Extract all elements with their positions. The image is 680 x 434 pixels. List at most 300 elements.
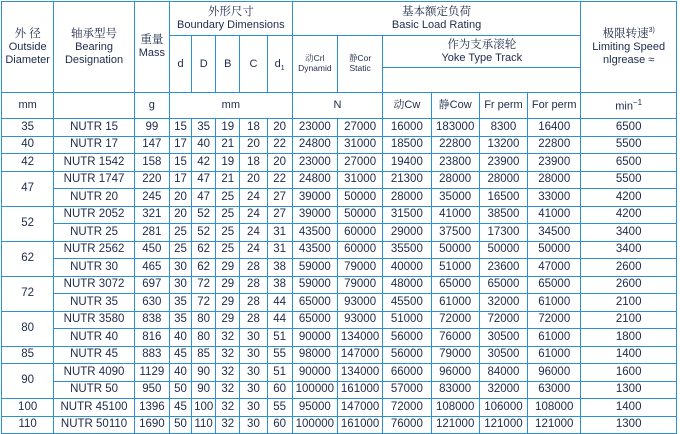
header-mass [134, 2, 169, 93]
bearing-spec-table [1, 1, 677, 434]
cell-speed: 1800 [581, 329, 677, 347]
cell-d: 15 [169, 119, 191, 137]
cell-d: 25 [169, 224, 191, 242]
cell-for: 23900 [528, 154, 581, 172]
cell-B: 25 [216, 224, 240, 242]
cell-fr: 32000 [479, 381, 527, 399]
col-d1-label: d [274, 57, 281, 70]
cell-outside-diameter: 85 [2, 346, 54, 364]
header-col-d: d [169, 36, 191, 93]
cell-cow: 23800 [431, 154, 479, 172]
cell-des: NUTR 30 [54, 259, 134, 277]
cell-cow: 61000 [431, 294, 479, 312]
cell-des: NUTR 40 [54, 329, 134, 347]
cell-B: 32 [216, 399, 240, 417]
cell-for: 34500 [528, 224, 581, 242]
cell-cw: 76000 [383, 416, 431, 434]
cell-B: 25 [216, 241, 240, 259]
cell-C: 24 [240, 224, 267, 242]
cell-d1: 31 [267, 241, 292, 259]
cell-d1: 55 [267, 399, 292, 417]
cell-mass: 630 [134, 294, 169, 312]
header-col-D: D [192, 36, 216, 93]
header-fr-perm: Fr perm [479, 93, 527, 119]
cell-C: 30 [240, 399, 267, 417]
cell-for: 108000 [528, 399, 581, 417]
cell-d: 40 [169, 364, 191, 382]
static-en: Static [349, 63, 371, 73]
cell-B: 25 [216, 206, 240, 224]
cell-for: 72000 [528, 311, 581, 329]
cell-cr: 59000 [292, 276, 337, 294]
cell-cow: 51000 [431, 259, 479, 277]
cell-fr: 30500 [479, 346, 527, 364]
table-row [2, 276, 677, 294]
cell-for: 61000 [528, 346, 581, 364]
cell-cow: 50000 [431, 241, 479, 259]
cell-fr: 8300 [479, 119, 527, 137]
cell-cor: 31000 [337, 171, 382, 189]
cell-B: 32 [216, 329, 240, 347]
cell-B: 21 [216, 171, 240, 189]
cell-C: 20 [240, 136, 267, 154]
header-yoke-type-track [383, 36, 581, 68]
cell-d: 45 [169, 346, 191, 364]
cell-d: 50 [169, 416, 191, 434]
table-row [2, 294, 677, 312]
cell-C: 24 [240, 189, 267, 207]
outside-diameter-en1: Outside [8, 40, 47, 53]
yoke-en: Yoke Type Track [441, 51, 523, 64]
cell-des: NUTR 2562 [54, 241, 134, 259]
cell-mass: 883 [134, 346, 169, 364]
cell-B: 32 [216, 381, 240, 399]
cell-cw: 48000 [383, 276, 431, 294]
cell-for: 61000 [528, 294, 581, 312]
cell-D: 72 [192, 294, 216, 312]
cell-des: NUTR 20 [54, 189, 134, 207]
cell-d1: 22 [267, 136, 292, 154]
cell-cow: 35000 [431, 189, 479, 207]
dynamic-en: Dynamid [298, 63, 332, 73]
cell-for: 28000 [528, 171, 581, 189]
cell-des: NUTR 45 [54, 346, 134, 364]
cell-speed: 4200 [581, 189, 677, 207]
cell-B: 21 [216, 136, 240, 154]
basic-en: Basic Load Rating [391, 18, 482, 31]
cell-des: NUTR 3072 [54, 276, 134, 294]
table-row [2, 381, 677, 399]
header-outside-diameter [2, 2, 54, 93]
cell-mass: 321 [134, 206, 169, 224]
cell-d1: 38 [267, 276, 292, 294]
cell-B: 29 [216, 276, 240, 294]
cell-des: NUTR 3580 [54, 311, 134, 329]
cell-cor: 31000 [337, 136, 382, 154]
cell-cw: 66000 [383, 364, 431, 382]
cell-D: 90 [192, 364, 216, 382]
dynamic-zh: 动Crl [305, 53, 325, 64]
cell-cor: 134000 [337, 329, 382, 347]
cell-speed: 6500 [581, 119, 677, 137]
header-designation [54, 2, 134, 93]
cell-d: 20 [169, 206, 191, 224]
cell-for: 65000 [528, 276, 581, 294]
cell-speed: 2600 [581, 259, 677, 277]
speed-unit: min [615, 100, 633, 113]
unit-outside-diameter: mm [2, 93, 54, 119]
cell-D: 47 [192, 189, 216, 207]
cell-des: NUTR 45100 [54, 399, 134, 417]
cell-cow: 41000 [431, 206, 479, 224]
cell-cow: 83000 [431, 381, 479, 399]
cell-D: 62 [192, 259, 216, 277]
cell-for: 121000 [528, 416, 581, 434]
table-row [2, 154, 677, 172]
cell-d1: 60 [267, 381, 292, 399]
table-row [2, 399, 677, 417]
cell-speed: 6500 [581, 154, 677, 172]
cell-cow: 121000 [431, 416, 479, 434]
cell-cow: 79000 [431, 346, 479, 364]
table-row [2, 171, 677, 189]
unit-mass: g [134, 93, 169, 119]
cell-fr: 23600 [479, 259, 527, 277]
cell-speed: 4200 [581, 206, 677, 224]
cell-cor: 50000 [337, 206, 382, 224]
cell-speed: 2600 [581, 276, 677, 294]
cell-mass: 465 [134, 259, 169, 277]
cell-fr: 121000 [479, 416, 527, 434]
cell-d1: 27 [267, 189, 292, 207]
cell-mass: 147 [134, 136, 169, 154]
cell-cr: 59000 [292, 259, 337, 277]
cell-cw: 19400 [383, 154, 431, 172]
cell-outside-diameter: 90 [2, 364, 54, 399]
cell-mass: 245 [134, 189, 169, 207]
cell-outside-diameter: 47 [2, 171, 54, 206]
cell-cr: 43500 [292, 241, 337, 259]
cell-C: 30 [240, 346, 267, 364]
cell-outside-diameter: 110 [2, 416, 54, 434]
cell-fr: 17300 [479, 224, 527, 242]
cell-des: NUTR 1542 [54, 154, 134, 172]
static-zh: 静Cor [349, 53, 372, 64]
cell-cw: 45500 [383, 294, 431, 312]
cell-des: NUTR 17 [54, 136, 134, 154]
cell-d: 25 [169, 241, 191, 259]
cell-speed: 1400 [581, 346, 677, 364]
cell-for: 16400 [528, 119, 581, 137]
cell-D: 85 [192, 346, 216, 364]
cell-cow: 28000 [431, 171, 479, 189]
cell-mass: 697 [134, 276, 169, 294]
table-row [2, 259, 677, 277]
cell-D: 80 [192, 311, 216, 329]
cell-d: 45 [169, 399, 191, 417]
cell-d: 30 [169, 276, 191, 294]
cell-fr: 106000 [479, 399, 527, 417]
cell-cor: 161000 [337, 416, 382, 434]
cell-D: 52 [192, 206, 216, 224]
cell-cr: 23000 [292, 154, 337, 172]
cell-mass: 281 [134, 224, 169, 242]
col-d1-sub: 1 [280, 64, 285, 72]
cell-d: 17 [169, 136, 191, 154]
cell-cow: 183000 [431, 119, 479, 137]
cell-B: 19 [216, 119, 240, 137]
cell-des: NUTR 50110 [54, 416, 134, 434]
unit-N: N [292, 93, 383, 119]
cell-d: 30 [169, 259, 191, 277]
boundary-en: Boundary Dimensions [177, 18, 285, 31]
cell-cw: 28000 [383, 189, 431, 207]
cell-fr: 28000 [479, 171, 527, 189]
cell-B: 29 [216, 259, 240, 277]
cell-cow: 72000 [431, 311, 479, 329]
cell-outside-diameter: 40 [2, 136, 54, 154]
designation-en2: Designation [64, 53, 124, 66]
cell-speed: 1300 [581, 381, 677, 399]
table-row [2, 241, 677, 259]
cell-speed: 1300 [581, 416, 677, 434]
cell-cr: 24800 [292, 171, 337, 189]
cell-mass: 158 [134, 154, 169, 172]
cell-speed: 5500 [581, 171, 677, 189]
cell-cow: 65000 [431, 276, 479, 294]
cell-C: 30 [240, 364, 267, 382]
cell-d1: 60 [267, 416, 292, 434]
cell-speed: 2100 [581, 294, 677, 312]
header-dynamic [292, 36, 337, 93]
cell-for: 96000 [528, 364, 581, 382]
cell-speed: 1600 [581, 364, 677, 382]
cell-mass: 950 [134, 381, 169, 399]
cell-cow: 108000 [431, 399, 479, 417]
cell-cw: 31500 [383, 206, 431, 224]
cell-cw: 56000 [383, 346, 431, 364]
cell-d1: 31 [267, 224, 292, 242]
outside-diameter-en2: Diameter [5, 53, 50, 66]
cell-C: 20 [240, 171, 267, 189]
header-static [337, 36, 382, 93]
table-header [2, 2, 677, 119]
cell-fr: 32000 [479, 294, 527, 312]
cell-cor: 27000 [337, 119, 382, 137]
table-row [2, 224, 677, 242]
cell-cw: 35500 [383, 241, 431, 259]
unit-dimensions: mm [169, 93, 292, 119]
cell-speed: 2100 [581, 311, 677, 329]
cell-outside-diameter: 35 [2, 119, 54, 137]
cell-cr: 90000 [292, 364, 337, 382]
cell-cor: 147000 [337, 399, 382, 417]
cell-cor: 79000 [337, 259, 382, 277]
cell-des: NUTR 4090 [54, 364, 134, 382]
cell-cr: 43500 [292, 224, 337, 242]
mass-en: Mass [138, 47, 165, 60]
header-col-B: B [216, 36, 240, 93]
cell-cor: 60000 [337, 224, 382, 242]
cell-cor: 161000 [337, 381, 382, 399]
table-row [2, 136, 677, 154]
speed-unit-exp: −1 [633, 97, 643, 107]
cell-cor: 27000 [337, 154, 382, 172]
cell-cor: 134000 [337, 364, 382, 382]
cell-cor: 60000 [337, 241, 382, 259]
cell-cr: 90000 [292, 329, 337, 347]
cell-D: 52 [192, 224, 216, 242]
cell-D: 40 [192, 136, 216, 154]
cell-des: NUTR 1747 [54, 171, 134, 189]
cell-mass: 1690 [134, 416, 169, 434]
header-boundary-dimensions [169, 2, 292, 36]
cell-cr: 98000 [292, 346, 337, 364]
cell-cr: 65000 [292, 294, 337, 312]
table-body [2, 119, 677, 434]
cell-cor: 50000 [337, 189, 382, 207]
header-cw-stat: 静Cow [431, 93, 479, 119]
cell-d1: 38 [267, 259, 292, 277]
cell-C: 18 [240, 119, 267, 137]
cell-d: 35 [169, 311, 191, 329]
cell-d: 20 [169, 189, 191, 207]
cell-mass: 838 [134, 311, 169, 329]
cell-fr: 38500 [479, 206, 527, 224]
cell-cw: 57000 [383, 381, 431, 399]
cell-d1: 22 [267, 171, 292, 189]
cell-D: 42 [192, 154, 216, 172]
cell-cr: 65000 [292, 311, 337, 329]
header-col-d1 [267, 36, 292, 93]
cell-C: 30 [240, 381, 267, 399]
table-row [2, 364, 677, 382]
cell-cw: 16000 [383, 119, 431, 137]
cell-cow: 37500 [431, 224, 479, 242]
cell-d: 17 [169, 171, 191, 189]
cell-d1: 51 [267, 364, 292, 382]
cell-D: 100 [192, 399, 216, 417]
cell-C: 24 [240, 241, 267, 259]
cell-cw: 56000 [383, 329, 431, 347]
cell-outside-diameter: 42 [2, 154, 54, 172]
cell-d1: 44 [267, 311, 292, 329]
cell-mass: 1396 [134, 399, 169, 417]
cell-fr: 16500 [479, 189, 527, 207]
cell-cw: 51000 [383, 311, 431, 329]
cell-B: 32 [216, 364, 240, 382]
cell-B: 32 [216, 416, 240, 434]
yoke-zh: 作为支承滚轮 [447, 38, 517, 51]
cell-fr: 50000 [479, 241, 527, 259]
cell-d1: 44 [267, 294, 292, 312]
cell-D: 35 [192, 119, 216, 137]
table-row [2, 311, 677, 329]
cell-C: 30 [240, 416, 267, 434]
cell-C: 24 [240, 206, 267, 224]
cell-outside-diameter: 80 [2, 311, 54, 346]
cell-outside-diameter: 72 [2, 276, 54, 311]
cell-fr: 30500 [479, 329, 527, 347]
cell-for: 33000 [528, 189, 581, 207]
unit-speed [581, 93, 677, 119]
cell-cw: 21300 [383, 171, 431, 189]
cell-cow: 96000 [431, 364, 479, 382]
cell-mass: 220 [134, 171, 169, 189]
cell-B: 29 [216, 311, 240, 329]
cell-d: 15 [169, 154, 191, 172]
cell-mass: 816 [134, 329, 169, 347]
table-row [2, 346, 677, 364]
table-row [2, 329, 677, 347]
cell-speed: 3400 [581, 241, 677, 259]
cell-for: 61000 [528, 329, 581, 347]
cell-cr: 39000 [292, 189, 337, 207]
cell-des: NUTR 15 [54, 119, 134, 137]
cell-fr: 13200 [479, 136, 527, 154]
cell-B: 19 [216, 154, 240, 172]
cell-cr: 23000 [292, 119, 337, 137]
cell-d1: 55 [267, 346, 292, 364]
outside-diameter-zh: 外 径 [14, 27, 41, 40]
table-row [2, 189, 677, 207]
cell-cr: 95000 [292, 399, 337, 417]
designation-en1: Bearing [75, 40, 113, 53]
cell-des: NUTR 25 [54, 224, 134, 242]
cell-mass: 99 [134, 119, 169, 137]
cell-for: 22800 [528, 136, 581, 154]
cell-for: 47000 [528, 259, 581, 277]
cell-C: 28 [240, 294, 267, 312]
cell-cw: 40000 [383, 259, 431, 277]
cell-cow: 76000 [431, 329, 479, 347]
speed-footnote: 3) [648, 26, 655, 34]
cell-C: 28 [240, 276, 267, 294]
table-row [2, 416, 677, 434]
cell-D: 80 [192, 329, 216, 347]
cell-C: 28 [240, 311, 267, 329]
speed-en1: Limiting Speed [592, 40, 666, 53]
cell-cor: 147000 [337, 346, 382, 364]
cell-fr: 84000 [479, 364, 527, 382]
cell-d1: 20 [267, 154, 292, 172]
cell-cor: 79000 [337, 276, 382, 294]
cell-d: 50 [169, 381, 191, 399]
cell-cr: 24800 [292, 136, 337, 154]
cell-B: 25 [216, 189, 240, 207]
cell-C: 18 [240, 154, 267, 172]
cell-cr: 39000 [292, 206, 337, 224]
cell-cr: 100000 [292, 416, 337, 434]
cell-speed: 1400 [581, 399, 677, 417]
cell-cw: 18500 [383, 136, 431, 154]
cell-d1: 51 [267, 329, 292, 347]
cell-C: 30 [240, 329, 267, 347]
header-cw-dyn: 动Cw [383, 93, 431, 119]
cell-C: 28 [240, 259, 267, 277]
cell-fr: 65000 [479, 276, 527, 294]
cell-cw: 29000 [383, 224, 431, 242]
cell-mass: 1129 [134, 364, 169, 382]
header-col-C: C [240, 36, 267, 93]
unit-designation-empty [54, 93, 134, 119]
cell-cor: 93000 [337, 294, 382, 312]
header-basic-load-rating [292, 2, 581, 36]
cell-outside-diameter: 62 [2, 241, 54, 276]
cell-des: NUTR 2052 [54, 206, 134, 224]
speed-zh: 极限转速 [602, 27, 649, 40]
cell-for: 41000 [528, 206, 581, 224]
